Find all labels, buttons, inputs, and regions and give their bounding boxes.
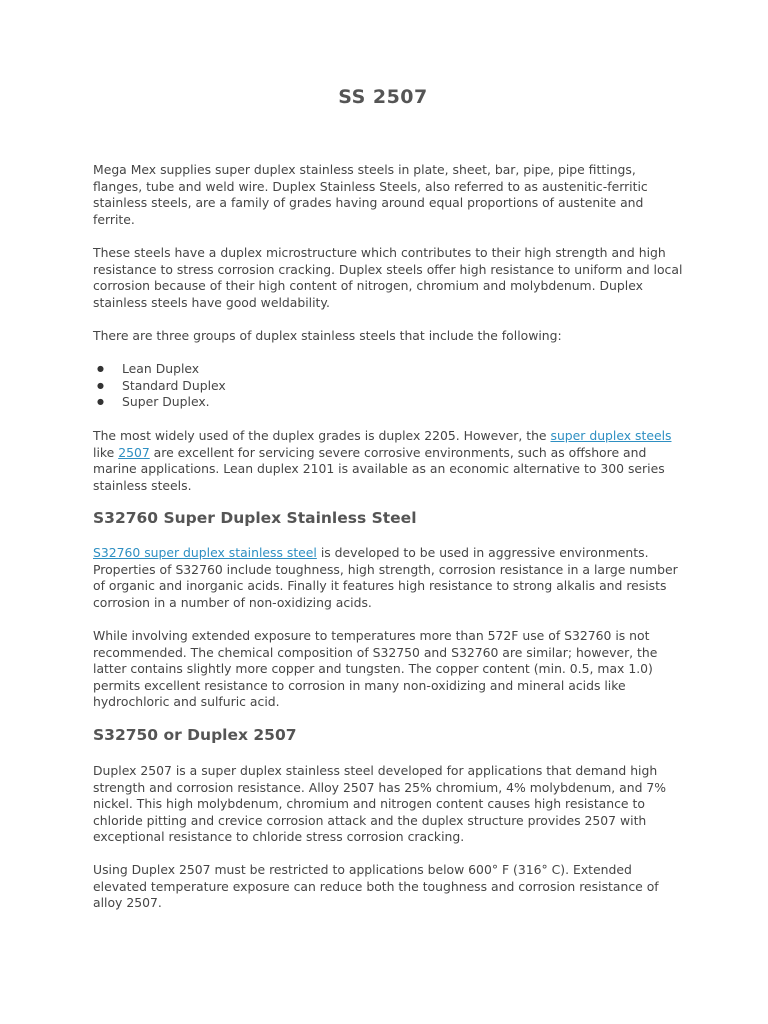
intro-paragraph-1: Mega Mex supplies super duplex stainless steels in plate, sheet, bar, pipe, pipe fittings, flanges, tube and weld wire. Duplex Stainless Steels, also referred to as austenitic-ferritic stainless steels, are a family of grades having around equal proportions of austenite and ferrite. — [93, 162, 648, 227]
intro-paragraph-3: There are three groups of duplex stainless steels that include the following: — [93, 328, 562, 343]
super-duplex-steels-link[interactable]: super duplex steels — [550, 428, 672, 443]
list-item: ● Lean Duplex — [93, 361, 226, 378]
s32760-link[interactable]: S32760 super duplex stainless steel — [93, 545, 317, 560]
paragraph-text: like — [93, 444, 119, 460]
intro-paragraph-4 — [93, 428, 683, 494]
paragraph-text: is developed to be used in aggressive environments. Properties of S32760 include toughness, high strength, corrosion resistance in a large number of organic and inorganic acids. Finally it features high resistance to strong alkalis and resists corrosion in a number of non-oxidizing acids. — [93, 545, 678, 610]
intro-paragraph-2: These steels have a duplex microstructure which contributes to their high strength and high resistance to stress corrosion cracking. Duplex steels offer high resistance to uniform and local corrosion because of their high content of nitrogen, chromium and molybdenum. Duplex stainless steels have good weldability. — [93, 245, 683, 310]
paragraph-text: The most widely used of the duplex grades is duplex 2205. However, the — [93, 428, 551, 443]
s32760-paragraph-2: While involving extended exposure to temperatures more than 572F use of S32760 is not recommended. The chemical composition of S32750 and S32760 are similar; however, the latter contains slightly more copper and tungsten. The copper content (min. 0.5, max 1.0) permits excellent resistance to corrosion in many non-oxidizing and mineral acids like hydrochloric and sulfuric acid. — [93, 628, 658, 709]
s32750-paragraph-2: Using Duplex 2507 must be restricted to applications below 600° F (316° C). Extended elevated temperature exposure can reduce both the toughness and corrosion resistance of alloy 2507. — [93, 862, 659, 910]
duplex-groups-list — [93, 361, 226, 411]
s32760-heading: S32760 Super Duplex Stainless Steel — [93, 509, 417, 527]
list-item: ● Super Duplex. — [93, 394, 226, 411]
list-item: ● Standard Duplex — [93, 378, 226, 395]
s32760-paragraph-1 — [93, 545, 683, 611]
paragraph-text: are excellent for servicing severe corrosive environments, such as offshore and marine applications. Lean duplex 2101 is available as an economic alternative to 300 series stainless steels. — [93, 444, 665, 493]
page-title: SS 2507 — [338, 86, 428, 108]
2507-link[interactable]: 2507 — [118, 444, 150, 460]
s32750-paragraph-1: Duplex 2507 is a super duplex stainless steel developed for applications that demand high strength and corrosion resistance. Alloy 2507 has 25% chromium, 4% molybdenum, and 7% nickel. This high molybdenum, chromium and nitrogen content causes high resistance to chloride pitting and crevice corrosion attack and the duplex structure provides 2507 with exceptional resistance to chloride stress corrosion cracking. — [93, 763, 667, 844]
s32750-heading: S32750 or Duplex 2507 — [93, 726, 297, 744]
